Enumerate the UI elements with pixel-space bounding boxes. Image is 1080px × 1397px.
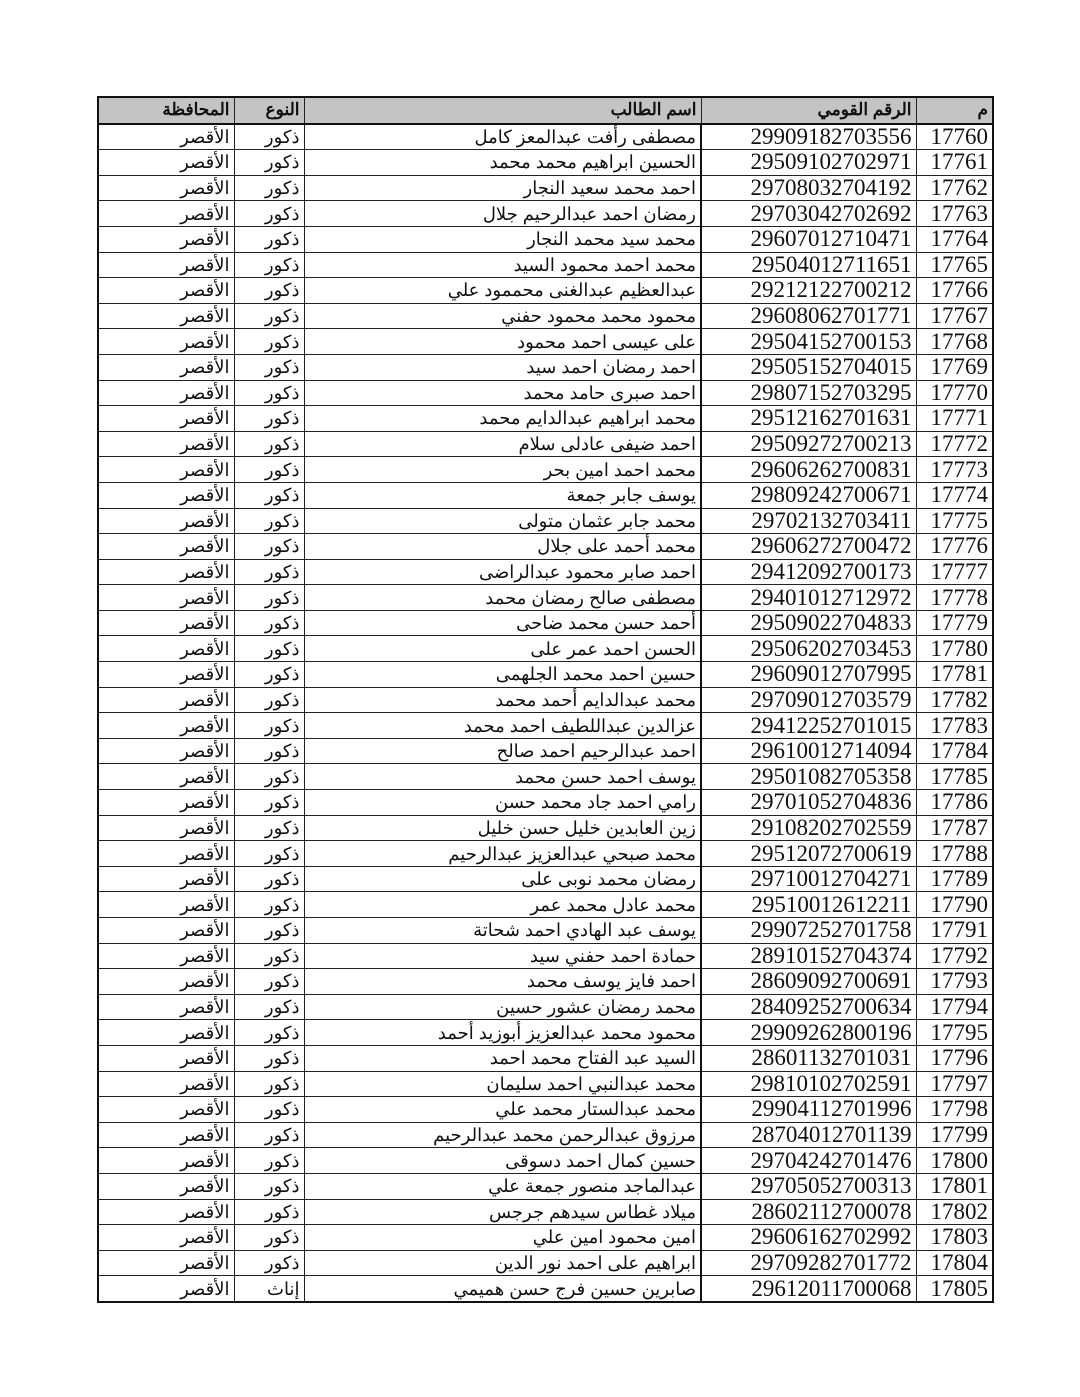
gender-cell: ذكور (234, 329, 304, 355)
gender-cell: ذكور (234, 508, 304, 534)
national-id-cell: 28409252700634 (701, 994, 916, 1020)
student-name-cell: يوسف جابر جمعة (304, 482, 701, 508)
serial-cell: 17792 (916, 943, 993, 969)
serial-cell: 17798 (916, 1097, 993, 1123)
table-row (98, 457, 993, 483)
table-row (98, 1225, 993, 1251)
serial-cell: 17796 (916, 1045, 993, 1071)
national-id-cell: 29108202702559 (701, 815, 916, 841)
national-id-cell: 29512072700619 (701, 841, 916, 867)
governorate-cell: الأقصر (98, 841, 234, 867)
gender-cell: ذكور (234, 943, 304, 969)
gender-cell: ذكور (234, 1225, 304, 1251)
table-row (98, 1020, 993, 1046)
national-id-cell: 29807152703295 (701, 380, 916, 406)
governorate-cell: الأقصر (98, 1071, 234, 1097)
table-row (98, 278, 993, 304)
student-name-cell: محمد سيد محمد النجار (304, 226, 701, 252)
student-name-cell: رامي احمد جاد محمد حسن (304, 790, 701, 816)
national-id-cell: 29606162702992 (701, 1225, 916, 1251)
national-id-cell: 29610012714094 (701, 738, 916, 764)
student-name-cell: عبدالعظيم عبدالغنى محممود علي (304, 278, 701, 304)
student-name-cell: محمد أحمد على جلال (304, 534, 701, 560)
table-row (98, 764, 993, 790)
serial-cell: 17805 (916, 1276, 993, 1302)
student-name-cell: احمد فايز يوسف محمد (304, 969, 701, 995)
gender-cell: ذكور (234, 1122, 304, 1148)
national-id-cell: 29501082705358 (701, 764, 916, 790)
national-id-cell: 29510012612211 (701, 892, 916, 918)
table-row (98, 1250, 993, 1276)
serial-cell: 17802 (916, 1199, 993, 1225)
governorate-cell: الأقصر (98, 1250, 234, 1276)
national-id-cell: 29708032704192 (701, 175, 916, 201)
governorate-cell: الأقصر (98, 303, 234, 329)
serial-cell: 17783 (916, 713, 993, 739)
serial-cell: 17785 (916, 764, 993, 790)
serial-cell: 17772 (916, 431, 993, 457)
governorate-cell: الأقصر (98, 559, 234, 585)
governorate-cell: الأقصر (98, 201, 234, 227)
serial-cell: 17764 (916, 226, 993, 252)
gender-cell: ذكور (234, 303, 304, 329)
governorate-cell: الأقصر (98, 790, 234, 816)
student-name-cell: محمد جابر عثمان متولى (304, 508, 701, 534)
governorate-cell: الأقصر (98, 585, 234, 611)
student-name-cell: الحسن احمد عمر على (304, 636, 701, 662)
student-name-cell: محمود محمد عبدالعزيز أبوزيد أحمد (304, 1020, 701, 1046)
governorate-cell: الأقصر (98, 1020, 234, 1046)
student-name-cell: امين محمود امين علي (304, 1225, 701, 1251)
gender-cell: ذكور (234, 636, 304, 662)
national-id-cell: 29810102702591 (701, 1071, 916, 1097)
table-row (98, 1148, 993, 1174)
governorate-cell: الأقصر (98, 662, 234, 688)
table-row (98, 329, 993, 355)
serial-cell: 17770 (916, 380, 993, 406)
header-row (98, 97, 993, 124)
student-name-cell: ابراهيم على احمد نور الدين (304, 1250, 701, 1276)
serial-cell: 17799 (916, 1122, 993, 1148)
serial-cell: 17769 (916, 354, 993, 380)
governorate-cell: الأقصر (98, 687, 234, 713)
governorate-cell: الأقصر (98, 329, 234, 355)
table-row (98, 1199, 993, 1225)
serial-cell: 17789 (916, 866, 993, 892)
gender-cell: ذكور (234, 252, 304, 278)
governorate-cell: الأقصر (98, 1199, 234, 1225)
serial-cell: 17766 (916, 278, 993, 304)
table-row (98, 534, 993, 560)
governorate-cell: الأقصر (98, 380, 234, 406)
gender-cell: ذكور (234, 354, 304, 380)
governorate-cell: الأقصر (98, 406, 234, 432)
serial-cell: 17787 (916, 815, 993, 841)
governorate-cell: الأقصر (98, 252, 234, 278)
student-name-cell: محمد عادل محمد عمر (304, 892, 701, 918)
table-row (98, 713, 993, 739)
national-id-cell: 29506202703453 (701, 636, 916, 662)
student-name-cell: مصطفى صالح رمضان محمد (304, 585, 701, 611)
gender-cell: ذكور (234, 380, 304, 406)
national-id-cell: 29504152700153 (701, 329, 916, 355)
student-name-cell: محمد ابراهيم عبدالدايم محمد (304, 406, 701, 432)
student-name-cell: على عيسى احمد محمود (304, 329, 701, 355)
serial-cell: 17765 (916, 252, 993, 278)
table-row (98, 1045, 993, 1071)
serial-cell: 17800 (916, 1148, 993, 1174)
national-id-cell: 29608062701771 (701, 303, 916, 329)
national-id-cell: 29709012703579 (701, 687, 916, 713)
student-name-cell: محمد رمضان عشور حسين (304, 994, 701, 1020)
gender-cell: ذكور (234, 687, 304, 713)
serial-cell: 17771 (916, 406, 993, 432)
gender-cell: ذكور (234, 866, 304, 892)
governorate-cell: الأقصر (98, 636, 234, 662)
serial-cell: 17782 (916, 687, 993, 713)
student-name-cell: محمد احمد امين بحر (304, 457, 701, 483)
student-name-cell: مصطفى رأفت عبدالمعز كامل (304, 124, 701, 150)
table-row (98, 175, 993, 201)
table-row (98, 969, 993, 995)
gender-cell: ذكور (234, 585, 304, 611)
student-name-cell: ميلاد غطاس سيدهم جرجس (304, 1199, 701, 1225)
serial-cell: 17763 (916, 201, 993, 227)
governorate-cell: الأقصر (98, 1045, 234, 1071)
gender-cell: ذكور (234, 610, 304, 636)
national-id-cell: 29809242700671 (701, 482, 916, 508)
gender-cell: ذكور (234, 124, 304, 150)
serial-cell: 17794 (916, 994, 993, 1020)
national-id-cell: 29412252701015 (701, 713, 916, 739)
student-name-cell: حسين كمال احمد دسوقى (304, 1148, 701, 1174)
table-row (98, 252, 993, 278)
gender-cell: ذكور (234, 1199, 304, 1225)
gender-cell: ذكور (234, 201, 304, 227)
serial-cell: 17780 (916, 636, 993, 662)
serial-cell: 17778 (916, 585, 993, 611)
serial-cell: 17788 (916, 841, 993, 867)
national-id-cell: 29705052700313 (701, 1173, 916, 1199)
gender-cell: ذكور (234, 150, 304, 176)
student-name-cell: زين العابدين خليل حسن خليل (304, 815, 701, 841)
table-row (98, 380, 993, 406)
gender-cell: ذكور (234, 1097, 304, 1123)
table-row (98, 303, 993, 329)
governorate-cell: الأقصر (98, 1276, 234, 1302)
national-id-cell: 29504012711651 (701, 252, 916, 278)
serial-cell: 17775 (916, 508, 993, 534)
serial-cell: 17776 (916, 534, 993, 560)
student-name-cell: محمد عبدالدايم أحمد محمد (304, 687, 701, 713)
serial-cell: 17790 (916, 892, 993, 918)
governorate-cell: الأقصر (98, 534, 234, 560)
governorate-cell: الأقصر (98, 278, 234, 304)
student-name-cell: الحسين ابراهيم محمد محمد (304, 150, 701, 176)
governorate-cell: الأقصر (98, 226, 234, 252)
serial-cell: 17784 (916, 738, 993, 764)
governorate-cell: الأقصر (98, 175, 234, 201)
serial-cell: 17768 (916, 329, 993, 355)
gender-cell: ذكور (234, 431, 304, 457)
table-row (98, 431, 993, 457)
gender-cell: ذكور (234, 457, 304, 483)
student-name-cell: محمد احمد محمود السيد (304, 252, 701, 278)
gender-cell: ذكور (234, 994, 304, 1020)
governorate-cell: الأقصر (98, 738, 234, 764)
gender-cell: ذكور (234, 713, 304, 739)
table-row (98, 815, 993, 841)
governorate-cell: الأقصر (98, 1173, 234, 1199)
national-id-cell: 29607012710471 (701, 226, 916, 252)
student-name-cell: محمد صبحي عبدالعزيز عبدالرحيم (304, 841, 701, 867)
table-row (98, 943, 993, 969)
gender-cell: ذكور (234, 559, 304, 585)
student-name-cell: رمضان احمد عبدالرحيم جلال (304, 201, 701, 227)
table-row (98, 585, 993, 611)
gender-cell: ذكور (234, 1045, 304, 1071)
table-row (98, 687, 993, 713)
gender-cell: ذكور (234, 226, 304, 252)
table-row (98, 790, 993, 816)
governorate-cell: الأقصر (98, 892, 234, 918)
gender-cell: ذكور (234, 969, 304, 995)
student-name-cell: يوسف عبد الهادي احمد شحاتة (304, 918, 701, 944)
national-id-cell: 29702132703411 (701, 508, 916, 534)
table-row (98, 201, 993, 227)
table-row (98, 124, 993, 150)
national-id-cell: 28602112700078 (701, 1199, 916, 1225)
national-id-cell: 29907252701758 (701, 918, 916, 944)
table-row (98, 1071, 993, 1097)
student-name-cell: محمود محمد محمود حفني (304, 303, 701, 329)
serial-cell: 17777 (916, 559, 993, 585)
gender-cell: ذكور (234, 482, 304, 508)
table-row (98, 892, 993, 918)
student-name-cell: احمد ضيفى عادلى سلام (304, 431, 701, 457)
header-national-id: الرقم القومي (701, 97, 916, 124)
gender-cell: ذكور (234, 815, 304, 841)
national-id-cell: 29509022704833 (701, 610, 916, 636)
student-name-cell: محمد عبدالستار محمد علي (304, 1097, 701, 1123)
serial-cell: 17793 (916, 969, 993, 995)
serial-cell: 17781 (916, 662, 993, 688)
table-row (98, 738, 993, 764)
table-row (98, 994, 993, 1020)
gender-cell: ذكور (234, 1148, 304, 1174)
governorate-cell: الأقصر (98, 713, 234, 739)
table-row (98, 226, 993, 252)
student-name-cell: أحمد حسن محمد ضاحى (304, 610, 701, 636)
gender-cell: ذكور (234, 841, 304, 867)
serial-cell: 17767 (916, 303, 993, 329)
national-id-cell: 29401012712972 (701, 585, 916, 611)
student-name-cell: عبدالماجد منصور جمعة علي (304, 1173, 701, 1199)
gender-cell: ذكور (234, 1020, 304, 1046)
national-id-cell: 28910152704374 (701, 943, 916, 969)
national-id-cell: 29212122700212 (701, 278, 916, 304)
governorate-cell: الأقصر (98, 866, 234, 892)
national-id-cell: 28609092700691 (701, 969, 916, 995)
national-id-cell: 29509102702971 (701, 150, 916, 176)
governorate-cell: الأقصر (98, 1225, 234, 1251)
gender-cell: ذكور (234, 278, 304, 304)
governorate-cell: الأقصر (98, 457, 234, 483)
table-row (98, 508, 993, 534)
table-row (98, 1173, 993, 1199)
table-row (98, 1097, 993, 1123)
national-id-cell: 29606272700472 (701, 534, 916, 560)
serial-cell: 17795 (916, 1020, 993, 1046)
national-id-cell: 29703042702692 (701, 201, 916, 227)
governorate-cell: الأقصر (98, 124, 234, 150)
gender-cell: ذكور (234, 1173, 304, 1199)
header-student-name: اسم الطالب (304, 97, 701, 124)
table-row (98, 150, 993, 176)
gender-cell: إناث (234, 1276, 304, 1302)
serial-cell: 17774 (916, 482, 993, 508)
gender-cell: ذكور (234, 892, 304, 918)
table-row (98, 918, 993, 944)
table-row (98, 559, 993, 585)
table-row (98, 610, 993, 636)
national-id-cell: 29701052704836 (701, 790, 916, 816)
gender-cell: ذكور (234, 790, 304, 816)
national-id-cell: 28704012701139 (701, 1122, 916, 1148)
governorate-cell: الأقصر (98, 1097, 234, 1123)
national-id-cell: 29612011700068 (701, 1276, 916, 1302)
gender-cell: ذكور (234, 1071, 304, 1097)
national-id-cell: 29710012704271 (701, 866, 916, 892)
national-id-cell: 29704242701476 (701, 1148, 916, 1174)
governorate-cell: الأقصر (98, 815, 234, 841)
student-name-cell: رمضان محمد نوبى على (304, 866, 701, 892)
serial-cell: 17760 (916, 124, 993, 150)
national-id-cell: 29412092700173 (701, 559, 916, 585)
governorate-cell: الأقصر (98, 150, 234, 176)
governorate-cell: الأقصر (98, 764, 234, 790)
table-row (98, 841, 993, 867)
header-serial: م (916, 97, 993, 124)
serial-cell: 17803 (916, 1225, 993, 1251)
governorate-cell: الأقصر (98, 943, 234, 969)
governorate-cell: الأقصر (98, 1148, 234, 1174)
gender-cell: ذكور (234, 1250, 304, 1276)
gender-cell: ذكور (234, 662, 304, 688)
national-id-cell: 29909182703556 (701, 124, 916, 150)
national-id-cell: 29909262800196 (701, 1020, 916, 1046)
table-row (98, 406, 993, 432)
table-row (98, 636, 993, 662)
serial-cell: 17773 (916, 457, 993, 483)
student-name-cell: احمد عبدالرحيم احمد صالح (304, 738, 701, 764)
governorate-cell: الأقصر (98, 354, 234, 380)
table-row (98, 1276, 993, 1302)
student-name-cell: صابرين حسين فرج حسن هميمي (304, 1276, 701, 1302)
governorate-cell: الأقصر (98, 610, 234, 636)
table-row (98, 354, 993, 380)
governorate-cell: الأقصر (98, 994, 234, 1020)
student-name-cell: احمد صابر محمود عبدالراضى (304, 559, 701, 585)
serial-cell: 17779 (916, 610, 993, 636)
serial-cell: 17786 (916, 790, 993, 816)
governorate-cell: الأقصر (98, 431, 234, 457)
gender-cell: ذكور (234, 918, 304, 944)
governorate-cell: الأقصر (98, 508, 234, 534)
gender-cell: ذكور (234, 175, 304, 201)
national-id-cell: 28601132701031 (701, 1045, 916, 1071)
serial-cell: 17804 (916, 1250, 993, 1276)
header-governorate: المحافظة (98, 97, 234, 124)
student-name-cell: السيد عبد الفتاح محمد احمد (304, 1045, 701, 1071)
student-name-cell: مرزوق عبدالرحمن محمد عبدالرحيم (304, 1122, 701, 1148)
student-name-cell: عزالدين عبداللطيف احمد محمد (304, 713, 701, 739)
student-name-cell: حمادة احمد حفني سيد (304, 943, 701, 969)
serial-cell: 17762 (916, 175, 993, 201)
gender-cell: ذكور (234, 534, 304, 560)
students-table (97, 96, 994, 1303)
table-row (98, 482, 993, 508)
student-name-cell: احمد صبرى حامد محمد (304, 380, 701, 406)
governorate-cell: الأقصر (98, 482, 234, 508)
national-id-cell: 29709282701772 (701, 1250, 916, 1276)
national-id-cell: 29609012707995 (701, 662, 916, 688)
national-id-cell: 29509272700213 (701, 431, 916, 457)
serial-cell: 17761 (916, 150, 993, 176)
national-id-cell: 29512162701631 (701, 406, 916, 432)
national-id-cell: 29505152704015 (701, 354, 916, 380)
governorate-cell: الأقصر (98, 969, 234, 995)
table-row (98, 866, 993, 892)
student-name-cell: محمد عبدالنبي احمد سليمان (304, 1071, 701, 1097)
serial-cell: 17791 (916, 918, 993, 944)
gender-cell: ذكور (234, 406, 304, 432)
serial-cell: 17801 (916, 1173, 993, 1199)
serial-cell: 17797 (916, 1071, 993, 1097)
governorate-cell: الأقصر (98, 918, 234, 944)
student-name-cell: حسين احمد محمد الجلهمى (304, 662, 701, 688)
student-name-cell: يوسف احمد حسن محمد (304, 764, 701, 790)
gender-cell: ذكور (234, 738, 304, 764)
national-id-cell: 29904112701996 (701, 1097, 916, 1123)
table-row (98, 1122, 993, 1148)
student-name-cell: احمد محمد سعيد النجار (304, 175, 701, 201)
student-name-cell: احمد رمضان احمد سيد (304, 354, 701, 380)
gender-cell: ذكور (234, 764, 304, 790)
header-gender: النوع (234, 97, 304, 124)
governorate-cell: الأقصر (98, 1122, 234, 1148)
national-id-cell: 29606262700831 (701, 457, 916, 483)
table-row (98, 662, 993, 688)
